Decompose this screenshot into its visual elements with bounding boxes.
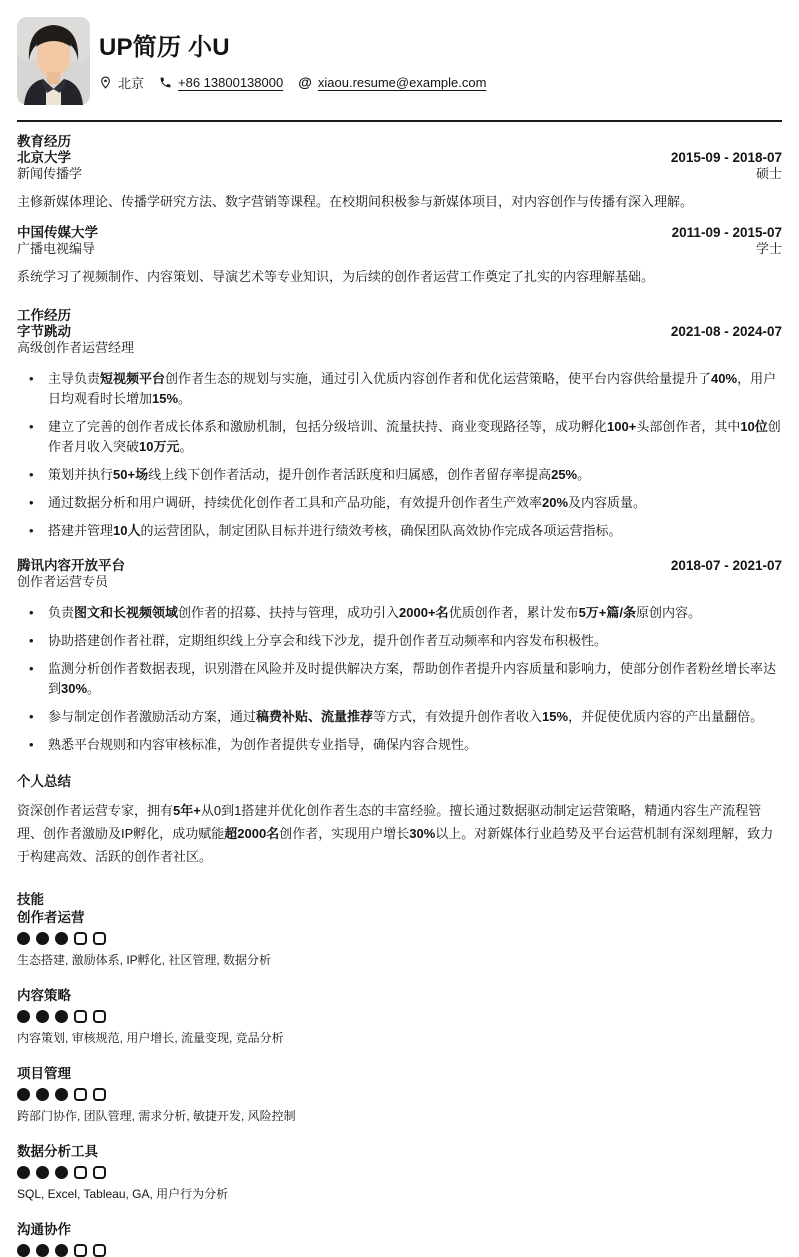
work-item-head [17,324,782,340]
map-pin-icon [99,76,112,89]
school-name: 北京大学 [17,150,71,165]
date-range: 2015-09 - 2018-07 [670,150,782,165]
text-run: 资深创作者运营专家，拥有 [17,803,174,818]
text-run: 负责 [48,605,75,620]
email-link[interactable] [298,75,486,90]
rating-dot-filled [55,1166,68,1179]
major: 广播电视编导 [17,241,96,256]
education-item [17,225,782,287]
phone-icon [159,76,172,89]
text-run: 创作者生态的规划与实施，通过引入优质内容创作者和优化运营策略，使平台内容供给量提升了 [165,371,712,386]
text-run: 策划并执行 [48,467,114,482]
work-item [17,324,782,541]
highlighted-text: 5年+ [173,803,201,818]
text-run: 监测分析创作者数据表现，识别潜在风险并及时提供解决方案，帮助创作者提升内容质量和影响力，使部分创作者粉丝增长率达到 [48,661,777,696]
highlighted-text: 5万+篇/条 [578,605,637,620]
phone-link[interactable] [159,75,283,90]
education-description: 系统学习了视频制作、内容策划、导演艺术等专业知识，为后续的创作者运营工作奠定了扎实的内容理解基础。 [17,269,655,284]
text-run: 创作者月收入突破 [48,419,781,454]
highlighted-text: 30% [61,681,88,696]
highlighted-text: 50+场 [113,467,149,482]
text-run: 优质创作者，累计发布 [448,605,579,620]
rating-dot-empty [93,1166,106,1179]
bullet-item [17,735,782,755]
highlighted-text: 30% [409,826,436,841]
rating-dot-filled [17,1010,30,1023]
skill-keywords: 跨部门协作, 团队管理, 需求分析, 敏捷开发, 风险控制 [17,1109,296,1123]
skill-item [17,910,782,968]
text-run: 及内容质量。 [568,495,647,510]
bullet-item [17,417,782,457]
text-run: 参与制定创作者激励活动方案，通过 [48,709,257,724]
education-item-head [17,225,782,241]
company-name: 字节跳动 [17,324,71,339]
skill-name: 数据分析工具 [17,1144,98,1159]
highlighted-text: 10人 [113,523,141,538]
job-title: 创作者运营专员 [17,574,109,589]
text-run: 头部创作者，其中 [636,419,741,434]
highlighted-text: 短视频平台 [100,371,166,386]
education-item-head [17,150,782,166]
text-run: ，用户日均观看时长增加 [48,371,777,406]
rating-dot-filled [36,932,49,945]
highlighted-text: 25% [551,467,578,482]
bullet-list [17,369,782,541]
education-section-title: 教育经历 [17,134,71,149]
date-range: 2018-07 - 2021-07 [670,558,782,573]
company-name: 腾讯内容开放平台 [17,558,125,573]
location-text: 北京 [118,76,145,91]
rating-dot-filled [36,1010,49,1023]
highlighted-text: 2000+名 [399,605,449,620]
date-range: 2011-09 - 2015-07 [671,225,782,240]
highlighted-text: 图文和长视频领域 [74,605,179,620]
bullet-item [17,521,782,541]
phone-text: +86 13800138000 [178,75,284,90]
text-run: 。 [577,467,591,482]
text-run: 创作者的招募、扶持与管理，成功引入 [178,605,400,620]
rating-dot-filled [17,932,30,945]
summary-section-title: 个人总结 [17,774,71,789]
text-run: 。 [179,439,193,454]
summary-text [17,799,782,868]
location-item [99,73,144,92]
bullet-item [17,631,782,651]
skill-name: 内容策略 [17,988,71,1003]
contact-row [99,73,486,92]
skill-rating [17,1010,782,1023]
rating-dot-filled [55,1010,68,1023]
highlighted-text: 15% [152,391,179,406]
header-divider [17,120,782,122]
rating-dot-empty [93,1088,106,1101]
highlighted-text: 超2000名 [224,826,280,841]
section-work [17,308,782,755]
text-run: ，并促使优质内容的产出量翻倍。 [568,709,764,724]
skill-items [17,910,782,1257]
work-item-head [17,558,782,574]
rating-dot-filled [17,1166,30,1179]
skill-item [17,1066,782,1124]
skill-rating [17,1166,782,1179]
work-items [17,324,782,755]
text-run: 创作者，实现用户增长 [279,826,410,841]
skill-item [17,1222,782,1257]
date-range: 2021-08 - 2024-07 [670,324,782,339]
rating-dot-empty [93,932,106,945]
skill-keywords: SQL, Excel, Tableau, GA, 用户行为分析 [17,1187,229,1201]
rating-dot-filled [36,1166,49,1179]
skill-name: 创作者运营 [17,910,85,925]
text-run: 以上。对新媒体行业趋势及平台运营机制有深刻理解，致力于构建高效、活跃的创作者社区。 [17,826,774,864]
degree: 学士 [755,241,782,256]
rating-dot-empty [93,1244,106,1257]
rating-dot-filled [17,1244,30,1257]
highlighted-text: 100+ [607,419,637,434]
resume-header [17,0,782,105]
highlighted-text: 15% [542,709,569,724]
rating-dot-empty [74,932,87,945]
section-skills [17,892,782,1257]
candidate-name: UP简历 小U [99,34,230,61]
highlighted-text: 40% [711,371,738,386]
section-summary [17,774,782,868]
work-item [17,558,782,755]
text-run: 通过数据分析和用户调研，持续优化创作者工具和产品功能，有效提升创作者生产效率 [48,495,543,510]
work-section-title: 工作经历 [17,308,71,323]
education-description: 主修新媒体理论、传播学研究方法、数字营销等课程。在校期间积极参与新媒体项目，对内容创作与传播有深入理解。 [17,194,694,209]
rating-dot-filled [17,1088,30,1101]
rating-dot-filled [36,1244,49,1257]
text-run: 建立了完善的创作者成长体系和激励机制，包括分级培训、流量扶持、商业变现路径等，成功孵化 [48,419,608,434]
rating-dot-empty [74,1166,87,1179]
education-item-sub [17,241,782,257]
education-item-sub [17,166,782,182]
at-icon: @ [298,74,312,90]
rating-dot-filled [55,932,68,945]
rating-dot-filled [55,1088,68,1101]
bullet-item [17,707,782,727]
rating-dot-empty [74,1010,87,1023]
highlighted-text: 20% [542,495,569,510]
skill-rating [17,1088,782,1101]
education-items [17,150,782,287]
bullet-item [17,369,782,409]
text-run: 协助搭建创作者社群，定期组织线上分享会和线下沙龙，提升创作者互动频率和内容发布积极性。 [48,633,608,648]
skill-name: 项目管理 [17,1066,71,1081]
text-run: 线上线下创作者活动，提升创作者活跃度和归属感，创作者留存率提高 [148,467,552,482]
skills-section-title: 技能 [17,892,44,907]
skill-name: 沟通协作 [17,1222,71,1237]
bullet-item [17,493,782,513]
header-text [99,17,486,105]
rating-dot-filled [55,1244,68,1257]
text-run: 的运营团队，制定团队目标并进行绩效考核，确保团队高效协作完成各项运营指标。 [140,523,622,538]
skill-item [17,1144,782,1202]
text-run: 主导负责 [48,371,101,386]
skill-rating [17,1244,782,1257]
rating-dot-empty [74,1244,87,1257]
text-run: 。 [178,391,192,406]
rating-dot-filled [36,1088,49,1101]
bullet-list [17,603,782,755]
degree: 硕士 [755,166,782,181]
text-run: 从0到1搭建并优化创作者生态的丰富经验。擅长通过数据驱动制定运营策略，精通内容生产流程管理、创作者激励及IP孵化，成功赋能 [17,803,762,841]
profile-photo-illustration [17,17,90,105]
section-education [17,134,782,287]
education-item [17,150,782,212]
profile-photo [17,17,90,105]
skill-keywords: 生态搭建, 激励体系, IP孵化, 社区管理, 数据分析 [17,953,272,967]
text-run: 熟悉平台规则和内容审核标准，为创作者提供专业指导，确保内容合规性。 [48,737,478,752]
bullet-item [17,659,782,699]
text-run: 原创内容。 [636,605,702,620]
highlighted-text: 10位 [740,419,768,434]
school-name: 中国传媒大学 [17,225,98,240]
text-run: 搭建并管理 [48,523,114,538]
highlighted-text: 稿费补贴、流量推荐 [256,709,374,724]
text-run: 等方式，有效提升创作者收入 [373,709,543,724]
email-text: xiaou.resume@example.com [317,75,487,90]
skill-item [17,988,782,1046]
highlighted-text: 10万元 [139,439,180,454]
skill-rating [17,932,782,945]
text-run: 。 [87,681,101,696]
job-title: 高级创作者运营经理 [17,340,135,355]
bullet-item [17,465,782,485]
skill-keywords: 内容策划, 审核规范, 用户增长, 流量变现, 竞品分析 [17,1031,284,1045]
major: 新闻传播学 [17,166,83,181]
rating-dot-empty [93,1010,106,1023]
rating-dot-empty [74,1088,87,1101]
bullet-item [17,603,782,623]
